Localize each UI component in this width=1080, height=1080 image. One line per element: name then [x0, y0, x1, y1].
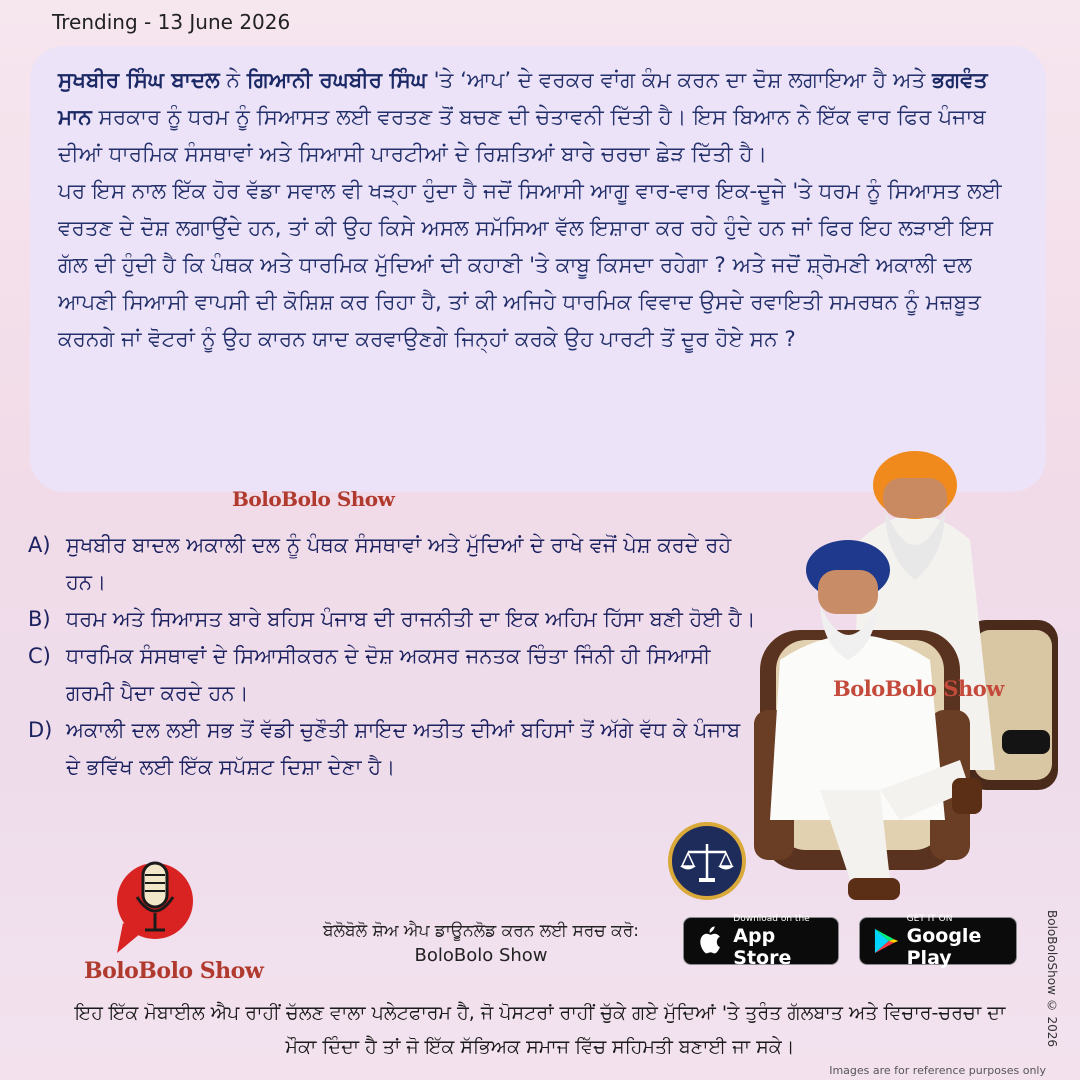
option-text: ਧਾਰਮਿਕ ਸੰਸਥਾਵਾਂ ਦੇ ਸਿਆਸੀਕਰਨ ਦੇ ਦੋਸ਼ ਅਕਸਰ ਜਨਤਕ ਚਿੰਤਾ ਜਿੰਨੀ ਹੀ ਸਿਆਸੀ ਗਰਮੀ ਪੈਦਾ ਕਰਦੇ ਹਨ।: [66, 644, 711, 705]
footer-text: ਇਹ ਇੱਕ ਮੋਬਾਈਲ ਐਪ ਰਾਹੀਂ ਚੱਲਣ ਵਾਲਾ ਪਲੇਟਫਾਰਮ ਹੈ, ਜੋ ਪੋਸਟਰਾਂ ਰਾਹੀਂ ਚੁੱਕੇ ਗਏ ਮੁੱਦਿਆਂ 'ਤੇ ਤੁਰੰਤ ਗੱਲਬਾਤ ਅਤੇ ਵਿਚਾਰ-ਚਰਚਾ ਦਾ ਮੌਕਾ ਦਿੰਦਾ ਹੈ ਤਾਂ ਜੋ ਇੱਕ ਸੱਭਿਅਕ ਸਮਾਜ ਵਿੱਚ ਸਹਿਮਤੀ ਬਣਾਈ ਜਾ ਸਕੇ।: [74, 1002, 1006, 1058]
google-play-icon: [868, 921, 903, 961]
app-store-button[interactable]: [683, 913, 839, 969]
leaders-photo: [740, 430, 1080, 920]
main-text: [58, 62, 1026, 358]
option-letter: C): [28, 644, 51, 668]
copyright-vertical: BoloBoloShow © 2026: [1045, 910, 1059, 1048]
search-hint-line1: ਬੋਲੋਬੋਲੋ ਸ਼ੋਅ ਐਪ ਡਾਊਨਲੋਡ ਕਰਨ ਲਈ ਸਰਚ ਕਰੋ:: [322, 921, 640, 941]
google-play-button[interactable]: [859, 913, 1017, 969]
text-part: ਸਰਕਾਰ ਨੂੰ ਧਰਮ ਨੂੰ ਸਿਆਸਤ ਲਈ ਵਰਤਣ ਤੋਂ ਬਚਣ ਦੀ ਚੇਤਾਵਨੀ ਦਿੱਤੀ ਹੈ। ਇਸ ਬਿਆਨ ਨੇ ਇੱਕ ਵਾਰ ਫਿਰ ਪੰਜਾਬ ਦੀਆਂ ਧਾਰਮਿਕ ਸੰਸਥਾਵਾਂ ਅਤੇ ਸਿਆਸੀ ਪਾਰਟੀਆਂ ਦੇ ਰਿਸ਼ਤਿਆਂ ਬਾਰੇ ਚਰਚਾ ਛੇੜ ਦਿੱਤੀ ਹੈ।: [58, 105, 986, 167]
option-letter: B): [28, 607, 51, 631]
app-store-sub: Download on the: [733, 913, 810, 924]
trending-date: Trending - 13 June 2026: [52, 10, 291, 34]
option-text: ਧਰਮ ਅਤੇ ਸਿਆਸਤ ਬਾਰੇ ਬਹਿਸ ਪੰਜਾਬ ਦੀ ਰਾਜਨੀਤੀ ਦਾ ਇਕ ਅਹਿਮ ਹਿੱਸਾ ਬਣੀ ਹੋਈ ਹੈ।: [66, 607, 756, 631]
bold-name-1: ਸੁਖਬੀਰ ਸਿੰਘ ਬਾਦਲ: [58, 68, 220, 93]
scale-badge: [668, 822, 746, 900]
search-hint: [303, 921, 659, 966]
option-letter: D): [28, 718, 53, 742]
app-store-label: App Store: [733, 924, 792, 969]
bolobolo-mic-logo: [113, 853, 193, 963]
google-play-sub: GET IT ON: [906, 913, 953, 924]
search-hint-line2: BoloBolo Show: [414, 945, 548, 966]
option-b[interactable]: [28, 601, 758, 638]
paragraph-1: [58, 62, 1026, 173]
text-part: ਨੇ: [219, 68, 247, 93]
logo-text: BoloBolo Show: [84, 958, 264, 984]
watermark-top: BoloBolo Show: [232, 487, 395, 511]
option-d[interactable]: [28, 712, 758, 786]
scale-icon: [672, 826, 742, 896]
paragraph-2: ਪਰ ਇਸ ਨਾਲ ਇੱਕ ਹੋਰ ਵੱਡਾ ਸਵਾਲ ਵੀ ਖੜ੍ਹਾ ਹੁੰਦਾ ਹੈ ਜਦੋਂ ਸਿਆਸੀ ਆਗੂ ਵਾਰ-ਵਾਰ ਇਕ-ਦੂਜੇ 'ਤੇ ਧਰਮ ਨੂੰ ਸਿਆਸਤ ਲਈ ਵਰਤਣ ਦੇ ਦੋਸ਼ ਲਗਾਉਂਦੇ ਹਨ, ਤਾਂ ਕੀ ਉਹ ਕਿਸੇ ਅਸਲ ਸਮੱਸਿਆ ਵੱਲ ਇਸ਼ਾਰਾ ਕਰ ਰਹੇ ਹੁੰਦੇ ਹਨ ਜਾਂ ਫਿਰ ਇਹ ਲੜਾਈ ਇਸ ਗੱਲ ਦੀ ਹੁੰਦੀ ਹੈ ਕਿ ਪੰਥਕ ਅਤੇ ਧਾਰਮਿਕ ਮੁੱਦਿਆਂ ਦੀ ਕਹਾਣੀ 'ਤੇ ਕਾਬੂ ਕਿਸਦਾ ਰਹੇਗਾ ? ਅਤੇ ਜਦੋਂ ਸ਼੍ਰੋਮਣੀ ਅਕਾਲੀ ਦਲ ਆਪਣੀ ਸਿਆਸੀ ਵਾਪਸੀ ਦੀ ਕੋਸ਼ਿਸ਼ ਕਰ ਰਿਹਾ ਹੈ, ਤਾਂ ਕੀ ਅਜਿਹੇ ਧਾਰਮਿਕ ਵਿਵਾਦ ਉਸਦੇ ਰਵਾਇਤੀ ਸਮਰਥਨ ਨੂੰ ਮਜ਼ਬੂਤ ਕਰਨਗੇ ਜਾਂ ਵੋਟਰਾਂ ਨੂੰ ਉਹ ਕਾਰਨ ਯਾਦ ਕਰਵਾਉਣਗੇ ਜਿਨ੍ਹਾਂ ਕਰਕੇ ਉਹ ਪਾਰਟੀ ਤੋਂ ਦੂਰ ਹੋਏ ਸਨ ?: [58, 179, 1002, 352]
google-play-label: Google Play: [906, 924, 982, 969]
option-c[interactable]: [28, 638, 758, 712]
option-a[interactable]: [28, 527, 758, 601]
text-part: 'ਤੇ ‘ਆਪ’ ਦੇ ਵਰਕਰ ਵਾਂਗ ਕੰਮ ਕਰਨ ਦਾ ਦੋਸ਼ ਲਗਾਇਆ ਹੈ ਅਤੇ: [426, 68, 933, 93]
bold-name-3: ਭਗਵੰਤ ਮਾਨ: [58, 68, 988, 130]
option-text: ਸੁਖਬੀਰ ਬਾਦਲ ਅਕਾਲੀ ਦਲ ਨੂੰ ਪੰਥਕ ਸੰਸਥਾਵਾਂ ਅਤੇ ਮੁੱਦਿਆਂ ਦੇ ਰਾਖੇ ਵਜੋਂ ਪੇਸ਼ ਕਰਦੇ ਰਹੇ ਹਨ।: [66, 533, 732, 594]
options-list: [28, 527, 758, 786]
watermark-photo: BoloBolo Show: [833, 676, 1004, 701]
bold-name-2: ਗਿਆਨੀ ਰਘਬੀਰ ਸਿੰਘ: [246, 68, 427, 93]
reference-note: Images are for reference purposes only: [829, 1064, 1046, 1077]
option-letter: A): [28, 533, 51, 557]
option-text: ਅਕਾਲੀ ਦਲ ਲਈ ਸਭ ਤੋਂ ਵੱਡੀ ਚੁਣੌਤੀ ਸ਼ਾਇਦ ਅਤੀਤ ਦੀਆਂ ਬਹਿਸਾਂ ਤੋਂ ਅੱਗੇ ਵੱਧ ਕੇ ਪੰਜਾਬ ਦੇ ਭਵਿੱਖ ਲਈ ਇੱਕ ਸਪੱਸ਼ਟ ਦਿਸ਼ਾ ਦੇਣਾ ਹੈ।: [66, 718, 741, 779]
apple-icon: [690, 920, 731, 962]
